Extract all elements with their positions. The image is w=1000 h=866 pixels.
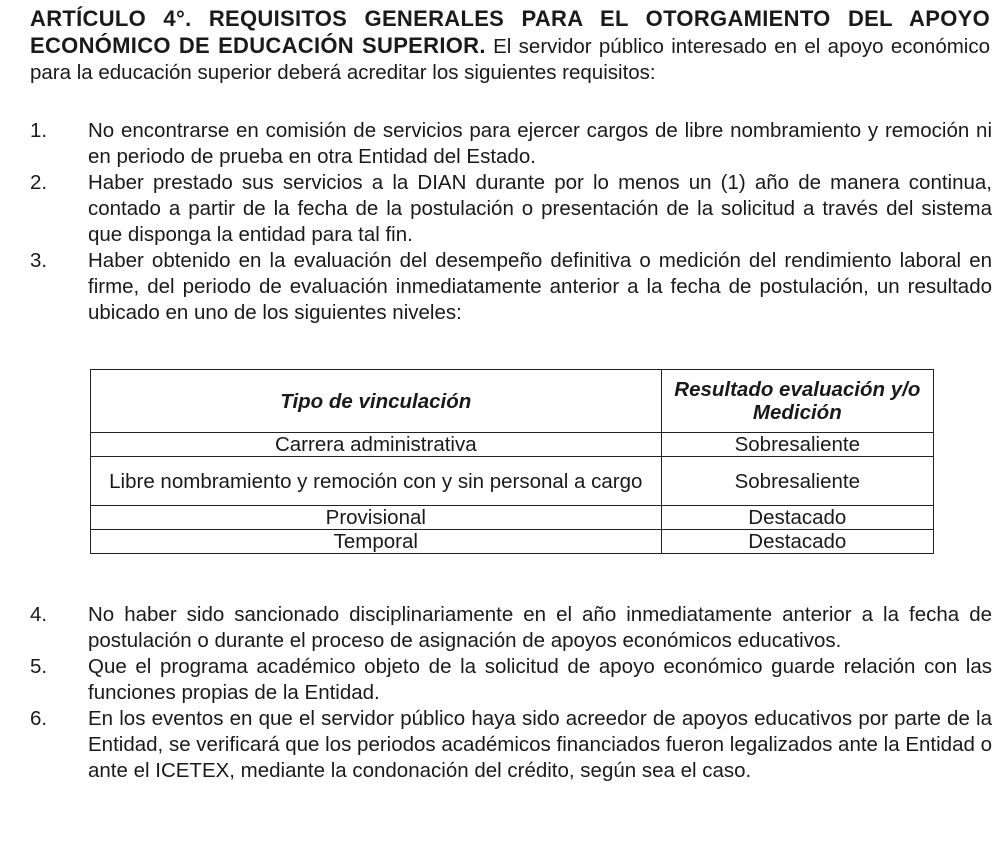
requirement-text: No haber sido sancionado disciplinariamente en el año inmediatamente anterior a la fecha de postulación o durante el proceso de asignación de apoyos económicos educativos. [88,603,992,652]
cell-resultado: Sobresaliente [661,433,933,457]
requirement-item [30,248,992,326]
requirement-number: 6. [30,707,48,730]
cell-tipo: Temporal [91,530,662,554]
requirement-text: No encontrarse en comisión de servicios para ejercer cargos de libre nombramiento y remoción ni en periodo de prueba en otra Entidad del Estado. [88,119,992,168]
requirement-number: 5. [30,655,48,678]
requirement-item [30,654,992,706]
article-intro-paragraph [30,6,990,86]
header-resultado-evaluacion: Resultado evaluación y/o Medición [661,370,933,433]
requirement-item [30,706,992,784]
cell-tipo: Carrera administrativa [91,433,662,457]
requirements-list-first [30,118,992,326]
requirement-text: Que el programa académico objeto de la solicitud de apoyo económico guarde relación con las funciones propias de la Entidad. [88,655,992,704]
requirement-text: Haber prestado sus servicios a la DIAN durante por lo menos un (1) año de manera continua, contado a partir de la fecha de la postulación o presentación de la solicitud a través del sistema que disponga la entidad para tal fin. [88,171,992,246]
header-tipo-vinculacion: Tipo de vinculación [91,370,662,433]
requirement-number: 1. [30,119,48,142]
cell-tipo: Provisional [91,506,662,530]
cell-resultado: Destacado [661,530,933,554]
requirement-number: 4. [30,603,48,626]
cell-tipo: Libre nombramiento y remoción con y sin personal a cargo [91,457,662,506]
cell-resultado: Sobresaliente [661,457,933,506]
table-row [91,506,934,530]
table-header-row [91,370,934,433]
requirement-number: 2. [30,171,48,194]
table-row [91,457,934,506]
requirement-item [30,118,992,170]
requirement-item [30,602,992,654]
table-row [91,530,934,554]
requirement-text: Haber obtenido en la evaluación del desempeño definitiva o medición del rendimiento laboral en firme, del periodo de evaluación inmediatamente anterior a la fecha de postulación, un resultado ubicado en uno de los siguientes niveles: [88,249,992,324]
requirements-list-second [30,602,992,784]
article-heading: ARTÍCULO 4°. REQUISITOS GENERALES PARA EL OTORGAMIENTO DEL APOYO ECONÓMICO DE EDUCACIÓN SUPERIOR. [30,6,990,58]
article-intro-text: El servidor público interesado en el apoyo económico para la educación superior deberá acreditar los siguientes requisitos: [30,35,990,84]
cell-resultado: Destacado [661,506,933,530]
requirement-item [30,170,992,248]
table-row [91,433,934,457]
requirement-text: En los eventos en que el servidor público haya sido acreedor de apoyos educativos por parte de la Entidad, se verificará que los periodos académicos financiados fueron legalizados ante la Entidad o ante el ICETEX, mediante la condonación del crédito, según sea el caso. [88,707,992,782]
evaluation-levels-table [90,369,934,554]
requirement-number: 3. [30,249,48,272]
